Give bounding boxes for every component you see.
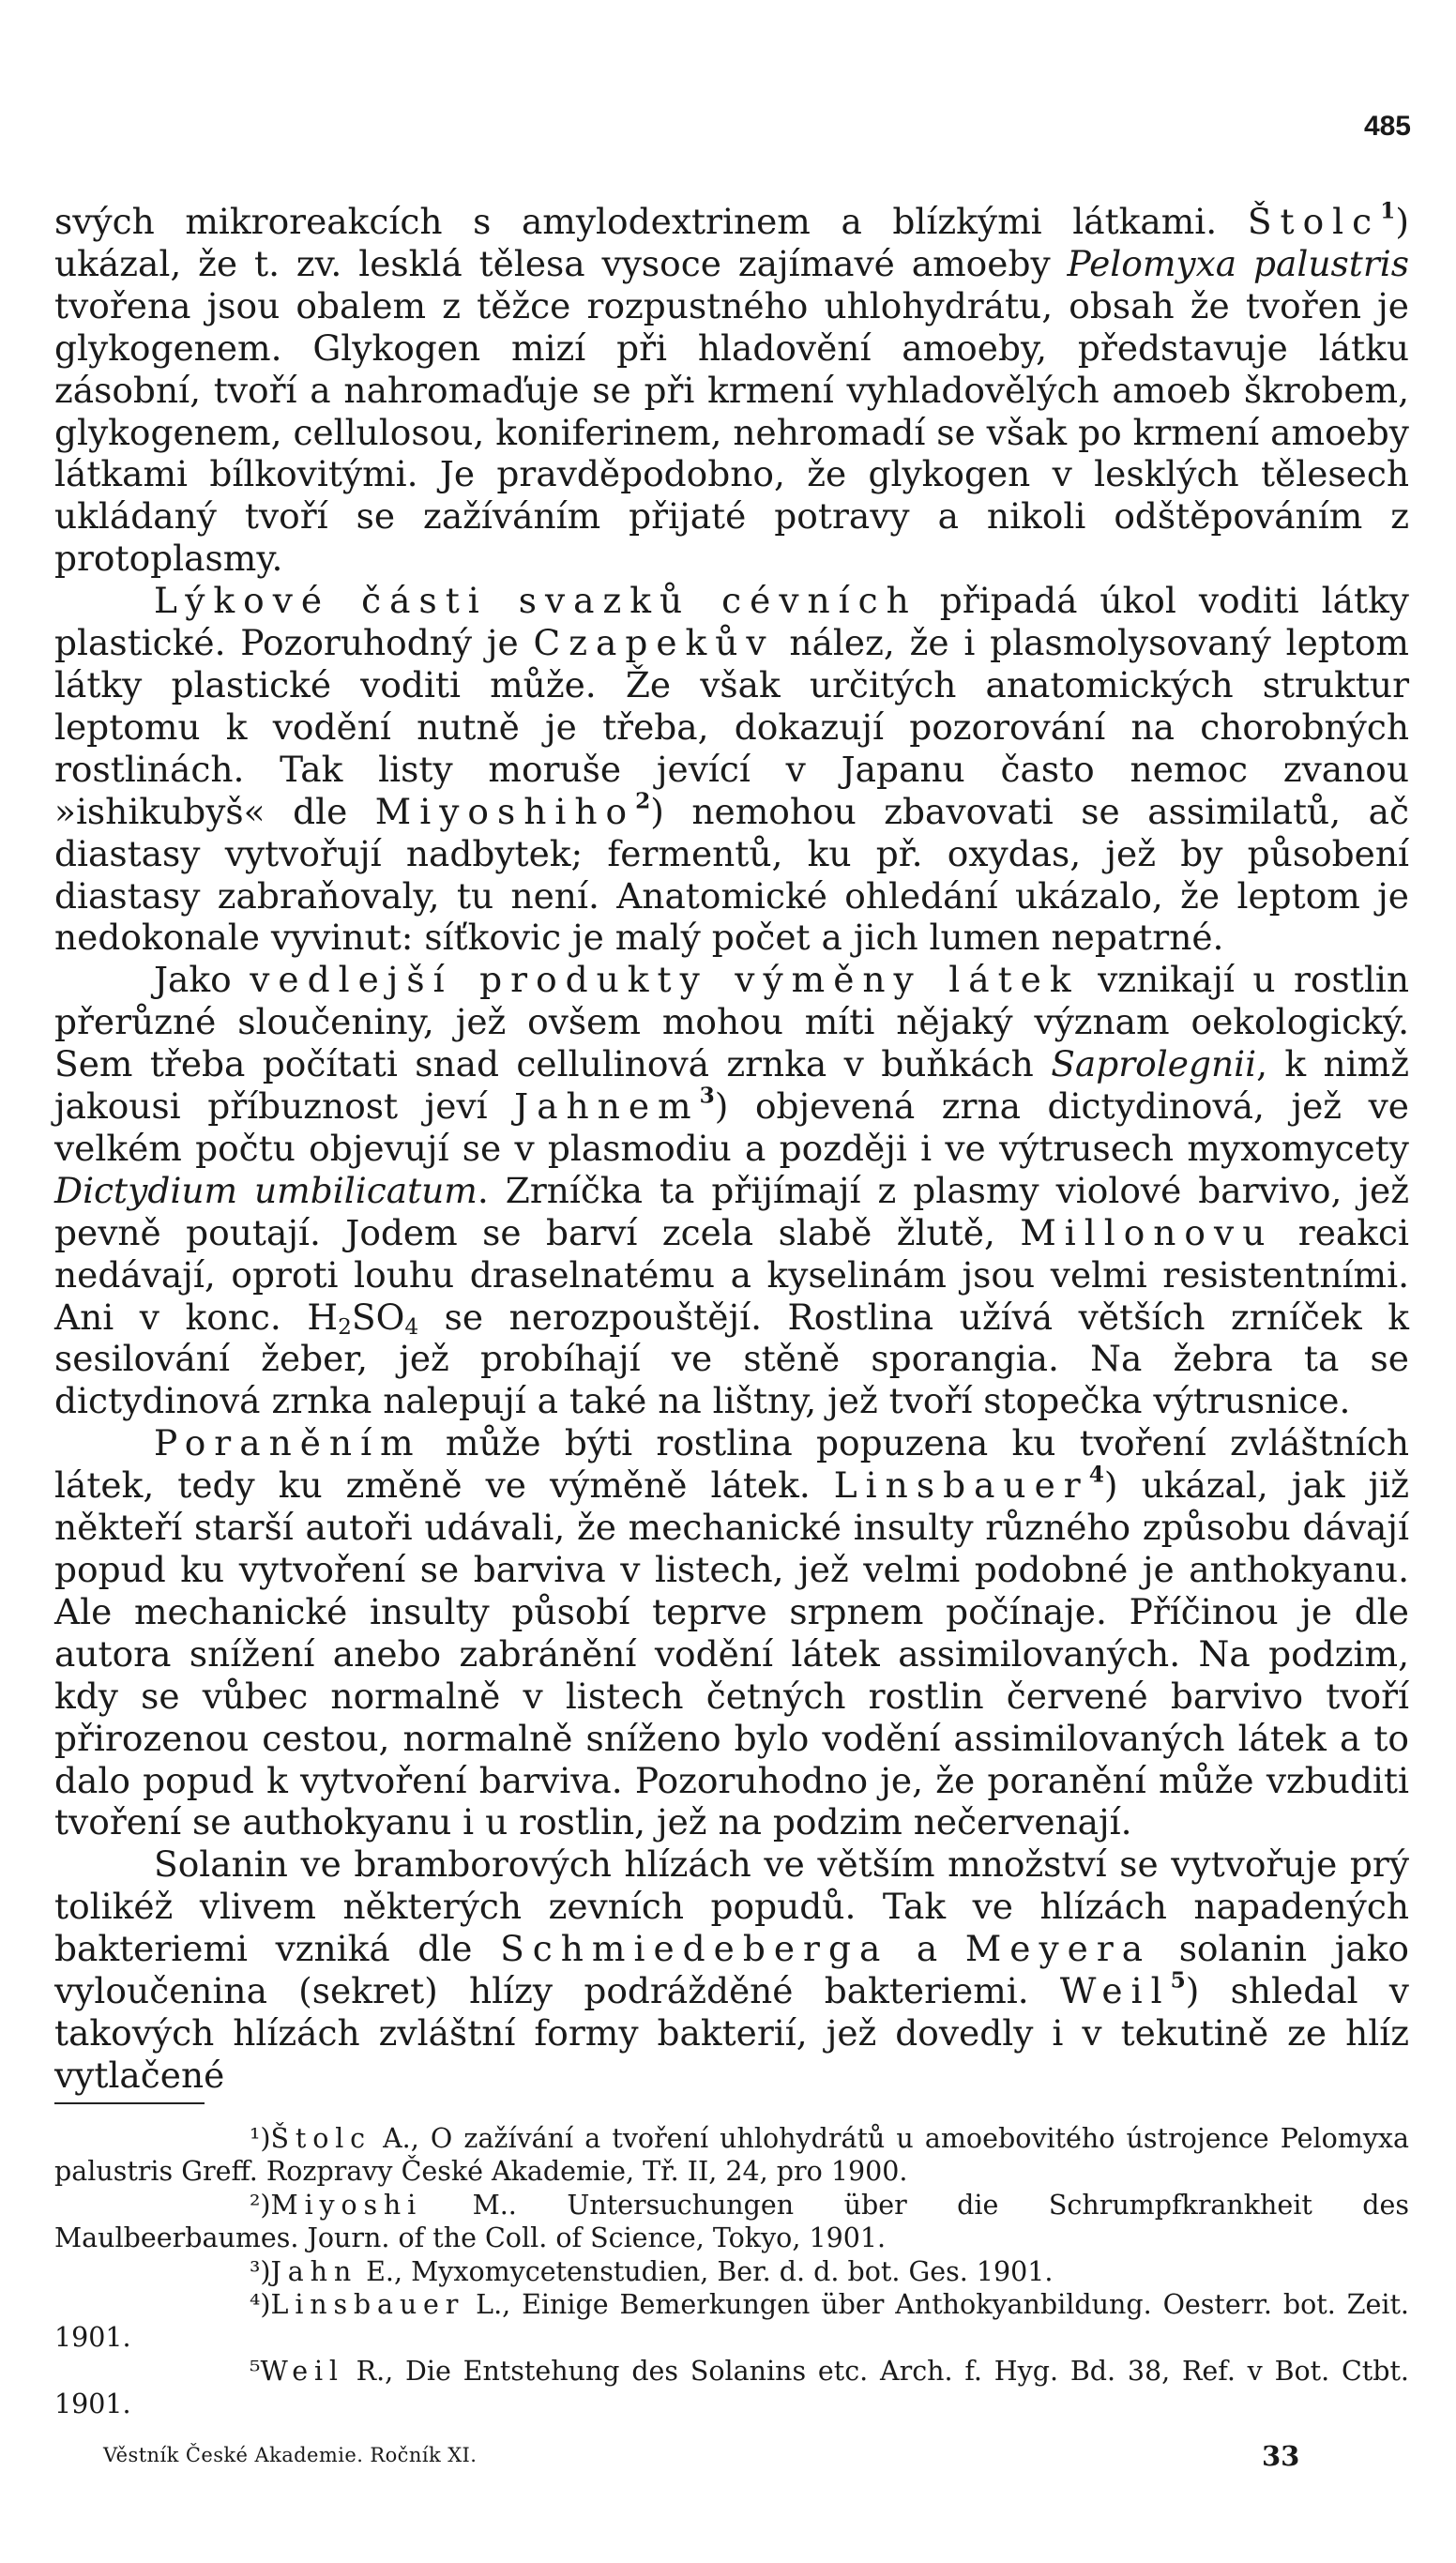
footnote-ref[interactable]: 3 — [699, 1083, 715, 1109]
footnote-mark: ³) — [250, 2255, 271, 2287]
author-name: Jahnem — [514, 1085, 700, 1128]
taxon-name: Dictydium umbilicatum — [54, 1169, 478, 1211]
paragraph-2: Lýkové části svazků cévních připadá úkol voditi látky plastické. Pozoruhodný je Czapekův nález, že i plasmolysovaný leptom látky plastické voditi může. Že však určitých anatomických struktur leptomu k vodění nutně je třeba, dokazují pozorování na chorobných rostlinách. Tak listy moruše jevící v Japanu často nemoc zvanou »ishikubyš« dle Miyoshiho$^2$) nemohou zbavovati se assimilatů, ač diastasy vytvořují nadbytek; fermentů, ku př. oxydas, jež by působení diastasy zabraňovaly, tu není. Anatomické ohledání ukázalo, že leptom je nedokonale vyvinut: síťkovic je malý počet a jich lumen nepatrné. — [54, 580, 1409, 959]
author-name: Weil — [1059, 1970, 1171, 2012]
footnote-divider — [54, 2102, 205, 2104]
author-name: Millonovu — [1020, 1211, 1274, 1253]
author-name: Linsbauer — [270, 2289, 465, 2321]
footnotes — [54, 2122, 1409, 2421]
footnote: ⁴)Linsbauer L., Einige Bemerkungen über Anthokyanbildung. Oesterr. bot. Zeit. 1901. — [54, 2289, 1409, 2354]
footnote-ref[interactable]: 1 — [1380, 198, 1396, 224]
paragraph-4: Poraněním může býti rostlina popuzena ku tvoření zvláštních látek, tedy ku změně ve výměně látek. Linsbauer$^4$) ukázal, jak již někteří starší autoři udávali, že mechanické insulty různého způsobu dávají popud ku vytvoření se barviva v listech, jež velmi podobné je anthokyanu. Ale mechanické insulty působí teprve srpnem počínaje. Příčinou je dle autora snížení anebo zabránění vodění látek assimilovaných. Na podzim, kdy se vůbec normalně v listech četných rostlin červené barvivo tvoří přirozenou cestou, normalně sníženo bylo vodění assimilovaných látek a to dalo popud k vytvoření barviva. Pozoruhodno je, že poranění může vzbuditi tvoření se authokyanu i u rostlin, jež na podzim nečervenají. — [54, 1422, 1409, 1843]
author-name: Štolc — [1247, 201, 1381, 242]
author-name: Miyoshi — [270, 2189, 423, 2221]
main-text — [54, 198, 1410, 2097]
paragraph-1: svých mikroreakcích s amylodextrinem a blízkými látkami. Štolc$^1$) ukázal, že t. zv. lesklá tělesa vysoce zajímavé amoeby Pelomyxa palustris tvořena jsou obalem z těžce rozpustného uhlohydrátu, obsah že tvořen je glykogenem. Glykogen mizí při hladovění amoeby, představuje látku zásobní, tvoří a nahromaďuje se při krmení vyhladovělých amoeb škrobem, glykogenem, cellulosou, koniferinem, nehromadí se však po krmení amoeby látkami bílkovitými. Je pravděpodobno, že glykogen v lesklých tělesech ukládaný tvoří se zažíváním přijaté potravy a nikoli odštěpováním z protoplasmy. — [54, 198, 1409, 580]
footnote-mark: ²) — [250, 2189, 271, 2221]
paragraph-3: Jako vedlejší produkty výměny látek vznikají u rostlin přerůzné sloučeniny, jež ovšem mohou míti nějaký význam oekologický. Sem třeba počítati snad cellulinová zrnka v buňkách Saprolegnii, k nimž jakousi příbuznost jeví Jahnem$^3$) objevená zrna dictydinová, jež ve velkém počtu objevují se v plasmodiu a později i ve výtrusech myxomycety Dictydium umbilicatum. Zrníčka ta přijímají z plasmy violové barvivo, jež pevně poutají. Jodem se barví zcela slabě žlutě, Millonovu reakci nedávají, oproti louhu draselnatému a kyselinám jsou velmi resistentními. Ani v konc. $H_2SO_4$ se nerozpouštějí. Rostlina užívá větších zrníček k sesilování žeber, jež probíhají ve stěně sporangia. Na žebra ta se dictydinová zrnka nalepují a také na lištny, jež tvoří stopečka výtrusnice. — [54, 959, 1410, 1422]
author-name: Štolc — [270, 2123, 372, 2154]
footnote-ref[interactable]: 2 — [635, 787, 651, 813]
journal-signature: Věstník České Akademie. Ročník XI. — [103, 2444, 478, 2466]
author-name: Czapekův — [533, 622, 775, 664]
footnote-ref[interactable]: 5 — [1170, 1967, 1186, 1994]
author-name: Linsbauer — [833, 1464, 1089, 1507]
page-number: 485 — [1363, 111, 1411, 142]
author-name: Meyera — [964, 1928, 1152, 1970]
footnote: ²)Miyoshi M.. Untersuchungen über die Schrumpfkrankheit des Maulbeerbaumes. Journ. of the Coll. of Science, Tokyo, 1901. — [54, 2189, 1409, 2254]
footnote-ref[interactable]: 4 — [1088, 1462, 1104, 1488]
author-name: Miyoshiho — [374, 790, 636, 832]
author-name: Schmiedeberga — [500, 1928, 889, 1970]
footnote: ¹)Štolc A., O zažívání a tvoření uhlohydrátů u amoebovitého ústrojence Pelomyxa palustris Greff. Rozpravy České Akademie, Tř. II, 24, pro 1900. — [54, 2123, 1409, 2188]
section-term: Poraněním — [154, 1422, 422, 1464]
taxon-name: Pelomyxa palustris — [1067, 242, 1409, 284]
subscript: 2 — [338, 1313, 352, 1340]
author-name: Weil — [260, 2355, 344, 2387]
paragraph-5: Solanin ve bramborových hlízách ve větším množství se vytvořuje prý tolikéž vlivem některých zevních popudů. Tak ve hlízách napadených bakteriemi vzniká dle Schmiedeberga a Meyera solanin jako vyloučenina (sekret) hlízy podrážděné bakteriemi. Weil$^5$) shledal v takových hlízách zvláštní formy bakterií, jež dovedly i v tekutině ze hlíz vytlačené — [54, 1843, 1410, 2096]
footnote-mark: ¹) — [250, 2123, 271, 2154]
section-term: Lýkové části svazků cévních — [154, 580, 918, 622]
author-name: Jahn — [270, 2255, 358, 2287]
footnote-mark: ⁵ — [250, 2355, 261, 2387]
subscript: 4 — [404, 1313, 419, 1340]
footnote: ³)Jahn E., Myxomycetenstudien, Ber. d. d. bot. Ges. 1901. — [54, 2255, 1409, 2288]
footnote: ⁵Weil R., Die Entstehung des Solanins etc. Arch. f. Hyg. Bd. 38, Ref. v Bot. Ctbt. 1901. — [54, 2355, 1409, 2420]
taxon-name: Saprolegnii — [1051, 1043, 1257, 1085]
section-term: vedlejší produkty výměny látek — [250, 959, 1080, 1001]
footnote-mark: ⁴) — [250, 2289, 271, 2321]
page-footer — [0, 2440, 1456, 2481]
sheet-number: 33 — [1262, 2440, 1300, 2472]
